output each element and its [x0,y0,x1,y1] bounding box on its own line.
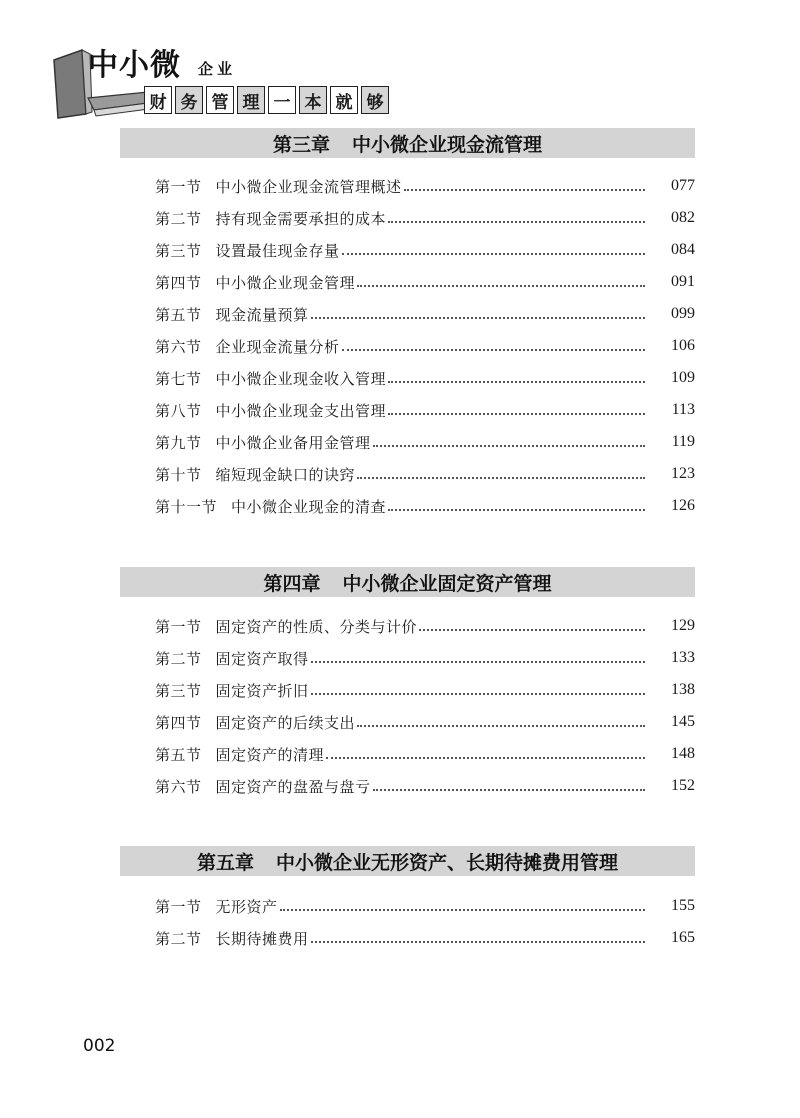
dot-leader [342,253,645,255]
section-title: 中小微企业现金收入管理 [215,369,387,388]
toc-entry[interactable] [155,362,695,394]
page-ref: 152 [671,777,695,794]
section-number: 第二节 [155,929,202,948]
page-ref: 077 [671,177,695,194]
tagline-char: 管 [206,86,234,114]
toc-entry[interactable] [155,234,695,266]
chapter-heading [120,128,695,158]
section-number: 第四节 [155,713,202,732]
page-ref: 099 [671,305,695,322]
tagline-char: 就 [330,86,358,114]
section-number: 第九节 [155,433,202,452]
toc-entry[interactable] [155,738,695,770]
chapter-heading [120,846,695,876]
section-title: 持有现金需要承担的成本 [215,209,387,228]
chapter-number: 第四章 [263,572,321,595]
dot-leader [388,509,645,511]
toc-entry[interactable] [155,642,695,674]
section-title: 固定资产的盘盈与盘亏 [215,777,371,796]
page-ref: 119 [671,433,695,450]
dot-leader [280,909,645,911]
chapter-heading [120,567,695,597]
section-title: 固定资产折旧 [215,681,309,700]
section-title: 企业现金流量分析 [215,337,340,356]
page-ref: 126 [671,497,695,514]
section-title: 固定资产的后续支出 [215,713,356,732]
dot-leader [311,693,645,695]
section-title: 缩短现金缺口的诀窍 [215,465,356,484]
section-title: 现金流量预算 [215,305,309,324]
page-ref: 155 [671,897,695,914]
page-ref: 133 [671,649,695,666]
brand-tagline [144,86,389,114]
dot-leader [388,221,645,223]
tagline-char: 财 [144,86,172,114]
section-number: 第一节 [155,177,202,196]
toc-list-chapter-4 [155,610,695,802]
section-title: 中小微企业现金支出管理 [215,401,387,420]
toc-list-chapter-3 [155,170,695,522]
toc-entry[interactable] [155,330,695,362]
section-number: 第六节 [155,777,202,796]
toc-entry[interactable] [155,426,695,458]
toc-entry[interactable] [155,458,695,490]
toc-entry[interactable] [155,170,695,202]
dot-leader [419,629,645,631]
page-ref: 113 [671,401,695,418]
chapter-title: 中小微企业现金流管理 [352,133,543,156]
dot-leader [311,941,645,943]
section-title: 固定资产取得 [215,649,309,668]
section-number: 第五节 [155,745,202,764]
toc-entry[interactable] [155,266,695,298]
tagline-char: 够 [361,86,389,114]
section-title: 长期待摊费用 [215,929,309,948]
page-ref: 123 [671,465,695,482]
toc-entry[interactable] [155,890,695,922]
page-ref: 129 [671,617,695,634]
chapter-title: 中小微企业无形资产、长期待摊费用管理 [276,851,619,874]
section-number: 第八节 [155,401,202,420]
section-title: 无形资产 [215,897,278,916]
section-title: 固定资产的清理 [215,745,325,764]
brand-subtitle: 企业 [198,60,237,78]
page-ref: 082 [671,209,695,226]
tagline-char: 务 [175,86,203,114]
page-ref: 106 [671,337,695,354]
page-ref: 091 [671,273,695,290]
chapter-number: 第三章 [272,133,330,156]
toc-entry[interactable] [155,674,695,706]
page-ref: 138 [671,681,695,698]
toc-entry[interactable] [155,706,695,738]
toc-entry[interactable] [155,922,695,954]
section-number: 第一节 [155,617,202,636]
page-ref: 165 [671,929,695,946]
section-title: 固定资产的性质、分类与计价 [215,617,418,636]
section-title: 中小微企业现金流管理概述 [215,177,402,196]
dot-leader [373,445,645,447]
dot-leader [342,349,645,351]
dot-leader [357,285,645,287]
dot-leader [357,477,645,479]
dot-leader [311,661,645,663]
toc-list-chapter-5 [155,890,695,954]
book-header-logo [52,40,384,130]
page-ref: 109 [671,369,695,386]
dot-leader [311,317,645,319]
section-number: 第三节 [155,681,202,700]
toc-entry[interactable] [155,770,695,802]
tagline-char: 理 [237,86,265,114]
toc-entry[interactable] [155,490,695,522]
section-number: 第十一节 [155,497,218,516]
page-ref: 148 [671,745,695,762]
dot-leader [326,757,645,759]
tagline-char: 一 [268,86,296,114]
section-number: 第三节 [155,241,202,260]
section-number: 第十节 [155,465,202,484]
chapter-number: 第五章 [196,851,254,874]
section-number: 第二节 [155,209,202,228]
page-number: 002 [83,1036,116,1056]
dot-leader [388,413,645,415]
tagline-char: 本 [299,86,327,114]
page-ref: 145 [671,713,695,730]
section-number: 第一节 [155,897,202,916]
dot-leader [357,725,645,727]
chapter-title: 中小微企业固定资产管理 [342,572,552,595]
section-number: 第六节 [155,337,202,356]
toc-entry[interactable] [155,202,695,234]
section-number: 第五节 [155,305,202,324]
section-title: 中小微企业现金的清查 [231,497,387,516]
section-number: 第二节 [155,649,202,668]
brand-title: 中小微 [88,48,181,83]
dot-leader [373,789,645,791]
toc-entry[interactable] [155,610,695,642]
section-title: 中小微企业现金管理 [215,273,356,292]
section-number: 第四节 [155,273,202,292]
page-ref: 084 [671,241,695,258]
section-number: 第七节 [155,369,202,388]
section-title: 中小微企业备用金管理 [215,433,371,452]
toc-entry[interactable] [155,298,695,330]
dot-leader [388,381,645,383]
dot-leader [404,189,645,191]
section-title: 设置最佳现金存量 [215,241,340,260]
toc-entry[interactable] [155,394,695,426]
